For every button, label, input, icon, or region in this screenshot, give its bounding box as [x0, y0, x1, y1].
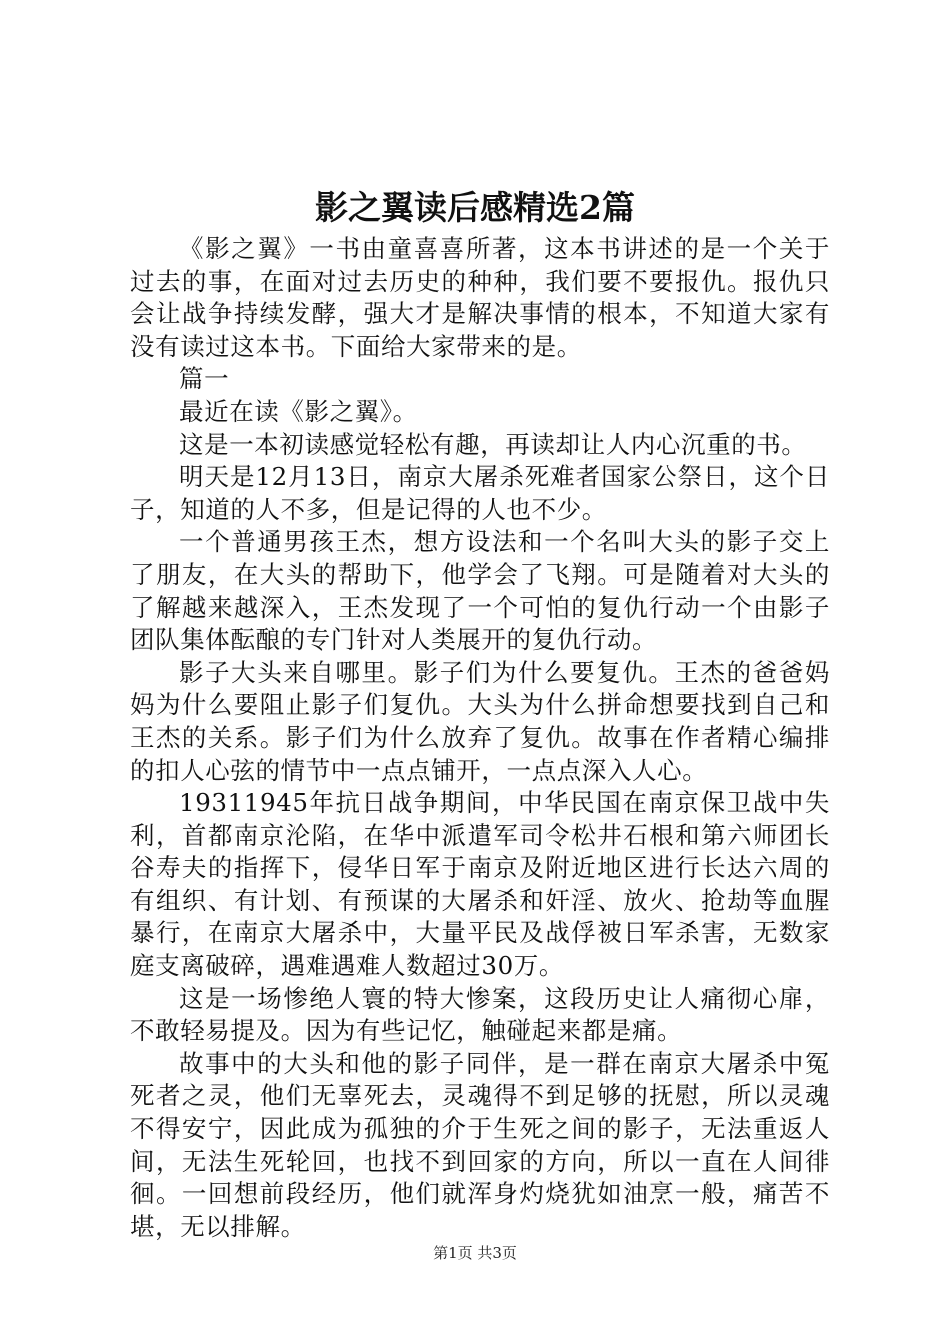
- paragraph: 影子大头来自哪里。影子们为什么要复仇。王杰的爸爸妈妈为什么要阻止影子们复仇。大头为什么拼命想要找到自己和王杰的关系。影子们为什么放弃了复仇。故事在作者精心编排的扣人心弦的情节中一点点铺开，一点点深入人心。: [130, 657, 830, 785]
- article-body: [130, 233, 830, 1243]
- paragraph: 这是一场惨绝人寰的特大惨案，这段历史让人痛彻心扉，不敢轻易提及。因为有些记忆，触碰起来都是痛。: [130, 983, 830, 1046]
- paragraph-section-heading: 篇一: [179, 364, 230, 394]
- paragraph: 19311945年抗日战争期间，中华民国在南京保卫战中失利，首都南京沦陷，在华中派遣军司令松井石根和第六师团长谷寿夫的指挥下，侵华日军于南京及附近地区进行长达六周的有组织、有计划、有预谋的大屠杀和奸淫、放火、抢劫等血腥暴行，在南京大屠杀中，大量平民及战俘被日军杀害，无数家庭支离破碎，遇难遇难人数超过30万。: [130, 788, 830, 981]
- paragraph: 这是一本初读感觉轻松有趣，再读却让人内心沉重的书。: [179, 429, 807, 459]
- page-number-footer: 第1页 共3页: [433, 1244, 517, 1262]
- paragraph: 一个普通男孩王杰，想方设法和一个名叫大头的影子交上了朋友，在大头的帮助下，他学会了飞翔。可是随着对大头的了解越来越深入，王杰发现了一个可怕的复仇行动一个由影子团队集体酝酿的专门针对人类展开的复仇行动。: [130, 527, 830, 655]
- paragraph: 最近在读《影之翼》。: [179, 396, 418, 426]
- paragraph-intro: 《影之翼》一书由童喜喜所著，这本书讲述的是一个关于过去的事，在面对过去历史的种种，我们要不要报仇。报仇只会让战争持续发酵，强大才是解决事情的根本，不知道大家有没有读过这本书。下面给大家带来的是。: [130, 234, 830, 361]
- paragraph: 明天是12月13日，南京大屠杀死难者国家公祭日，这个日子，知道的人不多，但是记得的人也不少。: [130, 462, 830, 524]
- paragraph: 故事中的大头和他的影子同伴，是一群在南京大屠杀中冤死者之灵，他们无辜死去，灵魂得不到足够的抚慰，所以灵魂不得安宁，因此成为孤独的介于生死之间的影子，无法重返人间，无法生死轮回，也找不到回家的方向，所以一直在人间徘徊。一回想前段经历，他们就浑身灼烧犹如油烹一般，痛苦不堪，无以排解。: [130, 1048, 830, 1241]
- page-title: 影之翼读后感精选2篇: [315, 188, 635, 227]
